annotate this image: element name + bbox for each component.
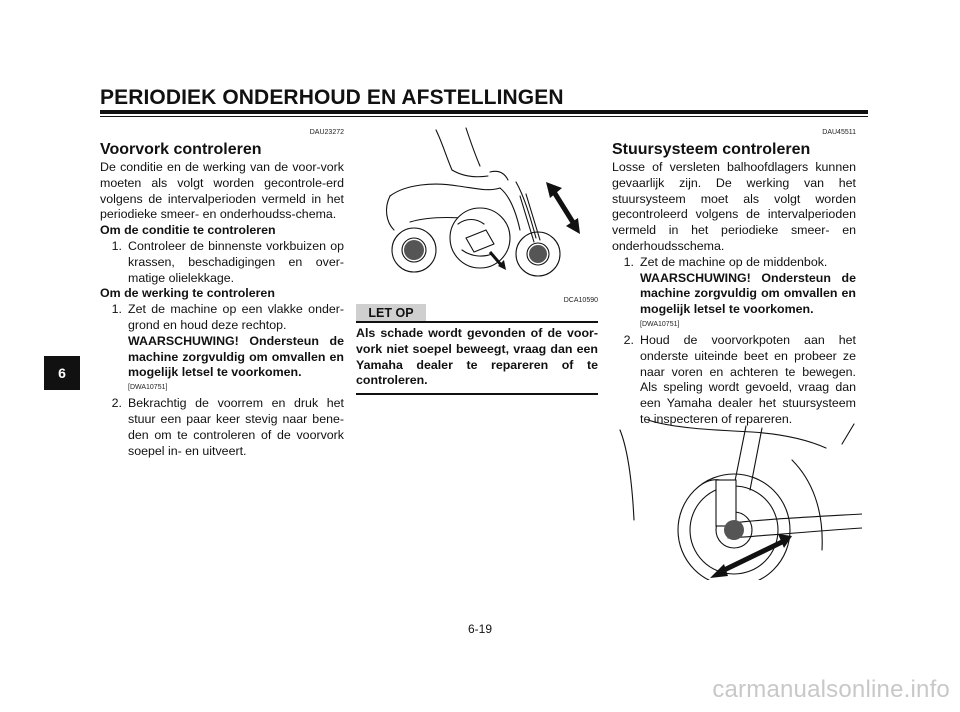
step-text: Bekrachtig de voorrem en druk het stuur een paar keer stevig naar bene-den om te controleren of de voorvork soepel in- en uitveert.: [128, 396, 344, 458]
section-title: Stuursysteem controleren: [612, 141, 811, 158]
step-item: [612, 255, 856, 271]
warning-code: [DWA10751]: [128, 384, 168, 392]
subheading-condition: Om de conditie te controleren: [100, 223, 276, 238]
page-title: PERIODIEK ONDERHOUD EN AFSTELLINGEN: [100, 86, 564, 109]
step-text: Controleer de binnenste vorkbuizen op krassen, beschadigingen en over-matige olielekkage.: [128, 238, 344, 285]
left-column: [100, 128, 344, 459]
step-item: [100, 239, 344, 286]
page-number: 6-19: [467, 622, 493, 636]
subheading-operation: Om de werking te controleren: [100, 286, 275, 301]
section-code: DAU45511: [822, 129, 856, 136]
section-intro: Losse of versleten balhoofdlagers kunnen gevaarlijk zijn. De werking van het stuursysteem moet als volgt worden gecontroleerd volgens de intervalperioden vermeld in het periodieke smeer- en onderhoudsschema.: [612, 160, 856, 253]
header-rule: [100, 110, 868, 114]
notice-text: Als schade wordt gevonden of de voor-vork niet soepel beweegt, vraag dan een Yamaha dealer te repareren of te controleren.: [356, 326, 598, 388]
step-item: [100, 302, 344, 334]
step-text: Zet de machine op de middenbok.: [640, 254, 828, 269]
notice-code: DCA10590: [563, 297, 598, 304]
step-number: 2.: [111, 396, 122, 411]
steering-check-illustration: [612, 420, 862, 580]
step-item: [612, 333, 856, 428]
step-number: 1.: [111, 302, 122, 317]
notice-rule-bottom: [356, 393, 598, 395]
header-rule-thin: [100, 116, 868, 117]
step-number: 1.: [111, 238, 122, 253]
notice-label: LET OP: [356, 304, 426, 322]
step-number: 1.: [623, 254, 634, 269]
chapter-tab: 6: [44, 356, 80, 390]
section-intro: De conditie en de werking van de voor-vork moeten als volgt worden gecontrole-erd volgens de intervalperioden vermeld in het periodieke smeer- en onderhoudss-chema.: [100, 160, 344, 222]
warning-text: WAARSCHUWING! Ondersteun de machine zorgvuldig om omvallen en mogelijk letsel te voorkomen.: [640, 270, 856, 317]
notice-rule: [356, 321, 598, 323]
right-column: [612, 128, 856, 428]
step-item: [100, 396, 344, 459]
watermark: carmanualsonline.info: [712, 676, 950, 703]
step-text: Houd de voorvorkpoten aan het onderste uiteinde beet en probeer ze naar voren en achteren te bewegen. Als speling wordt gevoeld, vraag dan een Yamaha dealer het stuursysteem te inspecteren of repareren.: [640, 332, 856, 426]
step-text: Zet de machine op een vlakke onder-grond en houd deze rechtop.: [128, 302, 344, 332]
section-code: DAU23272: [309, 129, 344, 136]
warning-text: WAARSCHUWING! Ondersteun de machine zorgvuldig om omvallen en mogelijk letsel te voorkomen.: [128, 333, 344, 380]
section-title: Voorvork controleren: [100, 141, 262, 158]
fork-check-illustration: [370, 126, 596, 282]
step-number: 2.: [623, 332, 634, 347]
warning-code: [DWA10751]: [640, 320, 680, 328]
